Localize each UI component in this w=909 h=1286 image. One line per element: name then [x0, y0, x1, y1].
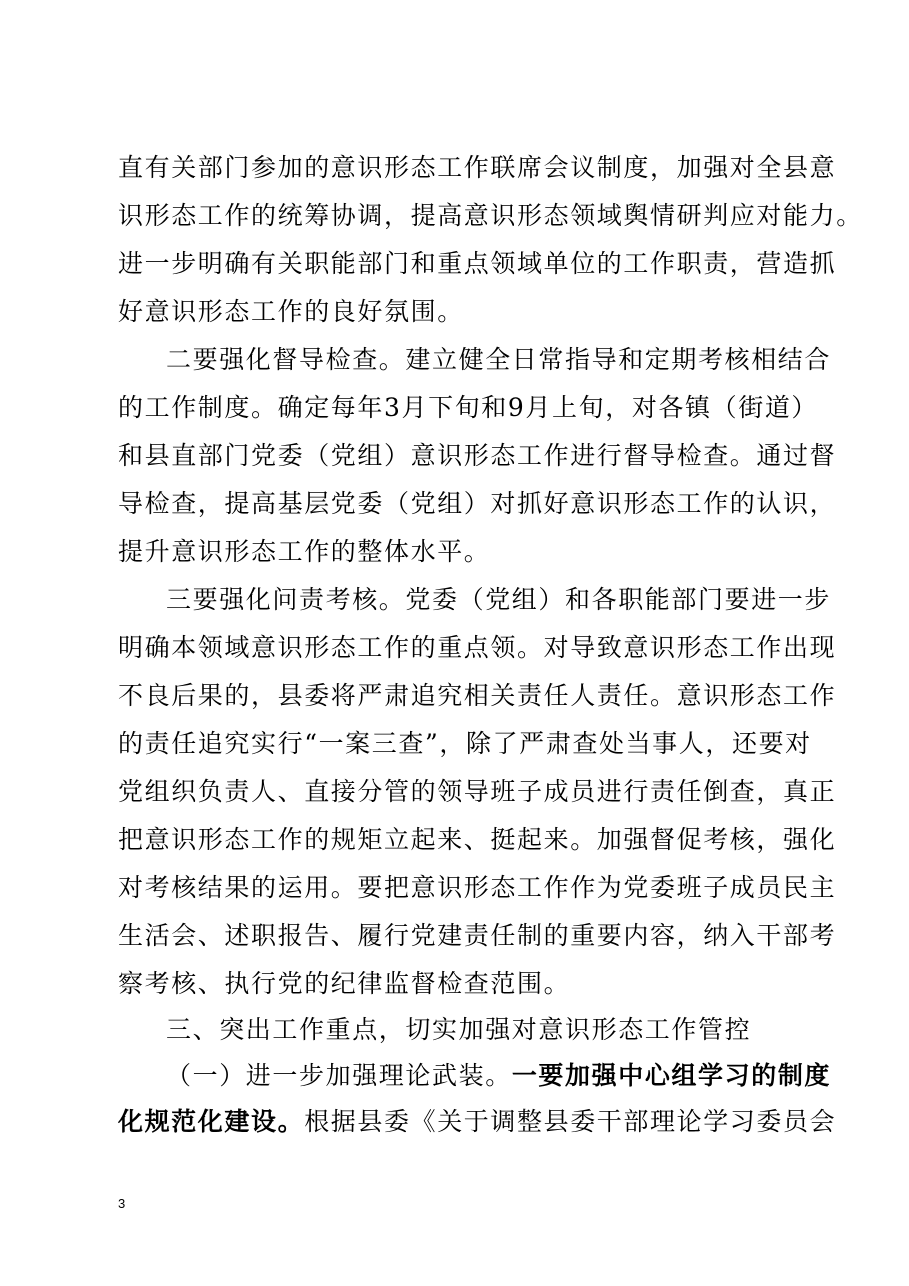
body-line: 进一步明确有关职能部门和重点领域单位的工作职责，营造抓	[118, 249, 837, 278]
body-line: 三要强化问责考核。党委（党组）和各职能部门要进一步	[166, 585, 832, 614]
body-line: 把意识形态工作的规矩立起来、挺起来。加强督促考核，强化	[118, 825, 837, 854]
body-line: 的责任追究实行“一案三查”，除了严肃查处当事人，还要对	[118, 729, 812, 758]
subsection-lead: （一）进一步加强理论武装。	[166, 1061, 512, 1090]
body-line: 对考核结果的运用。要把意识形态工作作为党委班子成员民主	[118, 873, 837, 902]
body-line: 识形态工作的统筹协调，提高意识形态领域舆情研判应对能力。	[118, 201, 863, 230]
body-line: 好意识形态工作的良好氛围。	[118, 297, 464, 326]
subsection-line	[166, 1058, 832, 1094]
subsection-text: 根据县委《关于调整县委干部理论学习委员会	[304, 1107, 837, 1136]
body-line: 提升意识形态工作的整体水平。	[118, 537, 491, 566]
page-number: 3	[118, 1196, 126, 1211]
section-heading: 三、突出工作重点，切实加强对意识形态工作管控	[166, 1015, 752, 1044]
subsection-line	[118, 1104, 837, 1140]
subsection-bold-text: 一要加强中心组学习的制度	[511, 1061, 832, 1090]
body-line: 直有关部门参加的意识形态工作联席会议制度，加强对全县意	[118, 153, 837, 182]
body-line: 党组织负责人、直接分管的领导班子成员进行责任倒查，真正	[118, 777, 837, 806]
body-line: 导检查，提高基层党委（党组）对抓好意识形态工作的认识，	[118, 489, 837, 518]
subsection-bold-text: 化规范化建设。	[118, 1107, 305, 1136]
body-line: 和县直部门党委（党组）意识形态工作进行督导检查。通过督	[118, 441, 837, 470]
body-line: 察考核、执行党的纪律监督检查范围。	[118, 969, 571, 998]
body-line: 的工作制度。确定每年3月下旬和9月上旬，对各镇（街道）	[118, 393, 819, 422]
body-line: 二要强化督导检查。建立健全日常指导和定期考核相结合	[166, 345, 832, 374]
body-line: 不良后果的，县委将严肃追究相关责任人责任。意识形态工作	[118, 681, 837, 710]
body-line: 明确本领域意识形态工作的重点领。对导致意识形态工作出现	[118, 633, 837, 662]
body-line: 生活会、述职报告、履行党建责任制的重要内容，纳入干部考	[118, 921, 837, 950]
